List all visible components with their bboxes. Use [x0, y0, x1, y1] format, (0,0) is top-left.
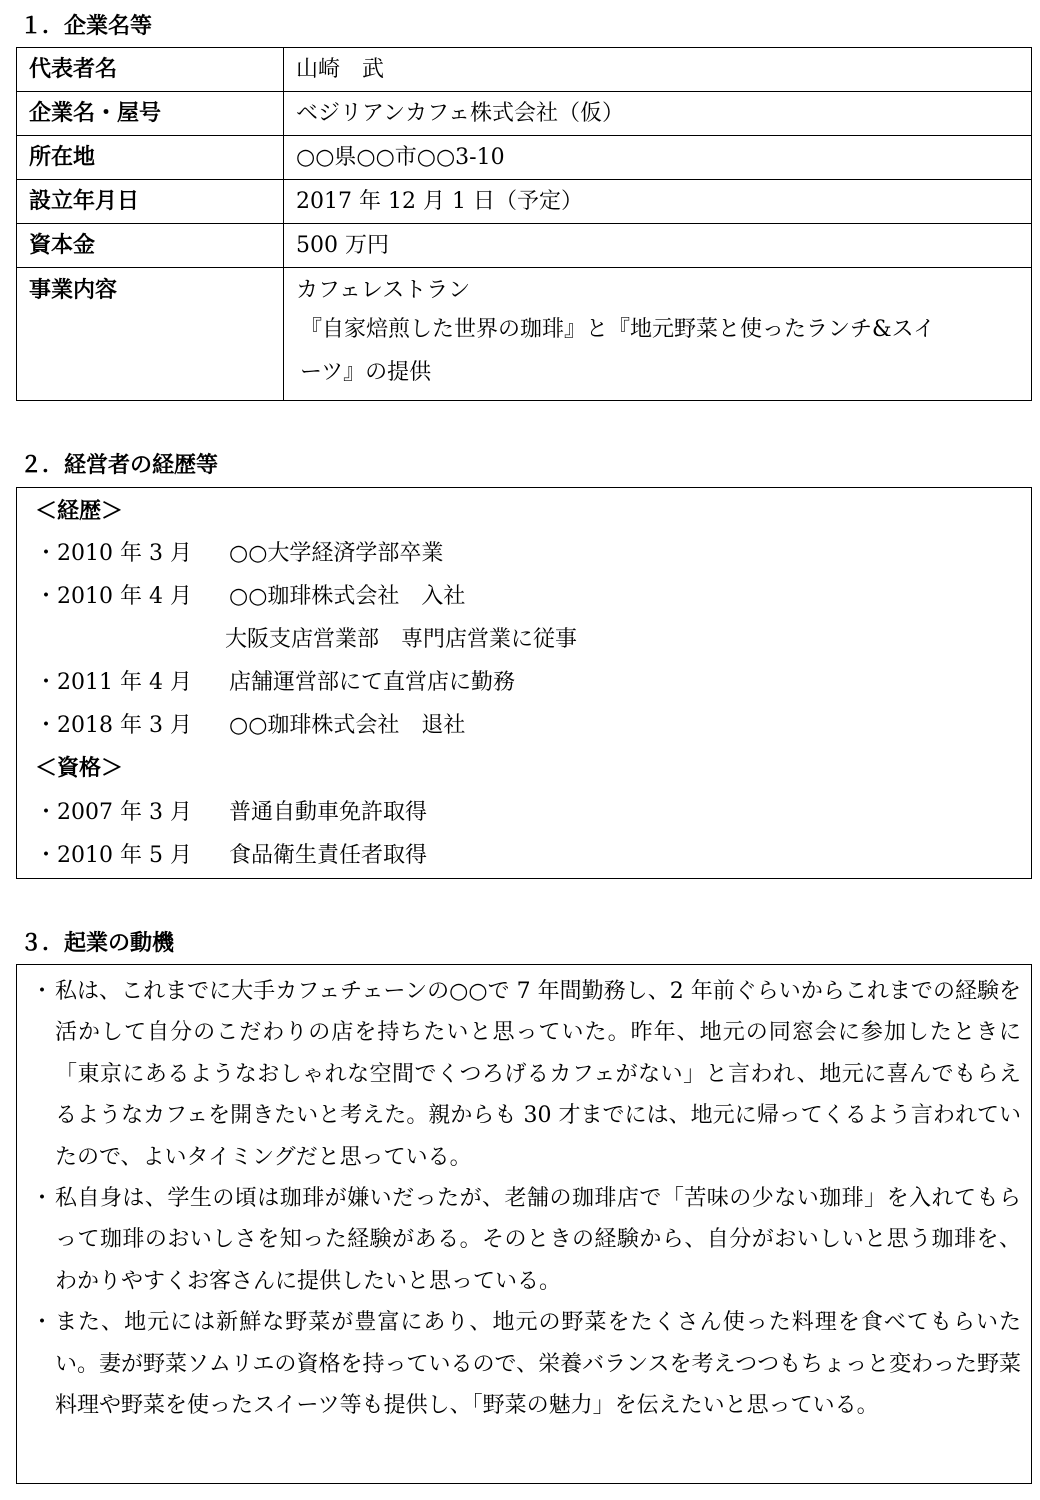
bullet: ・ — [31, 1310, 54, 1336]
row-label: 事業内容 — [17, 268, 284, 401]
paragraph-text: 私自身は、学生の頃は珈琲が嫌いだったが、老舗の珈琲店で「苦味の少ない珈琲」を入れてもらって珈琲のおいしさを知った経験がある。そのときの経験から、自分がおいしいと思う珈琲を、わかりやすくお客さんに提供したいと思っている。 — [55, 1186, 1021, 1294]
table-row — [17, 268, 1032, 401]
career-subheading: ＜経歴＞ — [35, 499, 124, 524]
qualification-date: ・2010 年 5 月 — [35, 843, 192, 868]
row-label: 企業名・屋号 — [17, 92, 284, 136]
qualification-date: ・2007 年 3 月 — [35, 800, 192, 825]
career-text: ○○大学経済学部卒業 — [229, 541, 444, 566]
row-value: 500 万円 — [284, 224, 1032, 268]
section3-heading: ３．起業の動機 — [20, 931, 175, 956]
motivation-paragraph — [17, 1302, 1031, 1426]
qualification-text: 普通自動車免許取得 — [229, 800, 428, 825]
row-label: 設立年月日 — [17, 180, 284, 224]
section2-heading: ２．経営者の経歴等 — [20, 453, 219, 478]
motivation-box — [16, 964, 1032, 1484]
row-value: ○○県○○市○○3-10 — [284, 136, 1032, 180]
qualification-text: 食品衛生責任者取得 — [229, 843, 428, 868]
business-description — [284, 268, 1032, 401]
career-date: ・2018 年 3 月 — [35, 713, 192, 738]
qualification-item — [35, 791, 1031, 834]
career-text: ○○珈琲株式会社 退社 — [229, 713, 466, 738]
motivation-paragraph — [17, 1178, 1031, 1302]
career-date: ・2010 年 3 月 — [35, 541, 192, 566]
company-info-table — [16, 47, 1032, 401]
row-value: ベジリアンカフェ株式会社（仮） — [284, 92, 1032, 136]
career-text: 店舗運営部にて直営店に勤務 — [229, 670, 516, 695]
career-item — [35, 661, 1031, 704]
section1-heading: １．企業名等 — [20, 14, 153, 39]
table-row — [17, 224, 1032, 268]
business-line: 『自家焙煎した世界の珈琲』と『地元野菜と使ったランチ&スイ — [300, 317, 936, 342]
career-item — [35, 575, 1031, 618]
paragraph-text: また、地元には新鮮な野菜が豊富にあり、地元の野菜をたくさん使った料理を食べてもらいたい。妻が野菜ソムリエの資格を持っているので、栄養バランスを考えつつもちょっと変わった野菜料理や野菜を使ったスイーツ等も提供し、「野菜の魅力」を伝えたいと思っている。 — [55, 1310, 1021, 1419]
career-text: 大阪支店営業部 専門店営業に従事 — [225, 627, 578, 652]
career-text: ○○珈琲株式会社 入社 — [229, 584, 466, 609]
career-date: ・2011 年 4 月 — [35, 670, 192, 695]
qualification-subheading: ＜資格＞ — [35, 756, 124, 781]
bullet: ・ — [31, 1186, 54, 1212]
row-label: 資本金 — [17, 224, 284, 268]
row-value: 山崎 武 — [284, 48, 1032, 92]
qualification-item — [35, 834, 1031, 877]
table-row — [17, 180, 1032, 224]
row-label: 所在地 — [17, 136, 284, 180]
motivation-paragraph — [17, 971, 1031, 1178]
table-row — [17, 136, 1032, 180]
career-box — [16, 487, 1032, 879]
row-value: 2017 年 12 月 1 日（予定） — [284, 180, 1032, 224]
bullet: ・ — [31, 979, 54, 1004]
career-item — [35, 618, 1031, 661]
career-item — [35, 532, 1031, 575]
business-line: カフェレストラン — [296, 278, 471, 303]
business-line: ーツ』の提供 — [300, 360, 432, 385]
table-row — [17, 92, 1032, 136]
table-row — [17, 48, 1032, 92]
paragraph-text: 私は、これまでに大手カフェチェーンの○○で 7 年間勤務し、2 年前ぐらいからこれまでの経験を活かして自分のこだわりの店を持ちたいと思っていた。昨年、地元の同窓会に参加したときに「東京にあるようなおしゃれな空間でくつろげるカフェがない」と言われ、地元に喜んでもらえるようなカフェを開きたいと考えた。親からも 30 才までには、地元に帰ってくるよう言われていたので、よいタイミングだと思っている。 — [55, 979, 1021, 1170]
career-date: ・2010 年 4 月 — [35, 584, 192, 609]
row-label: 代表者名 — [17, 48, 284, 92]
career-item — [35, 704, 1031, 747]
